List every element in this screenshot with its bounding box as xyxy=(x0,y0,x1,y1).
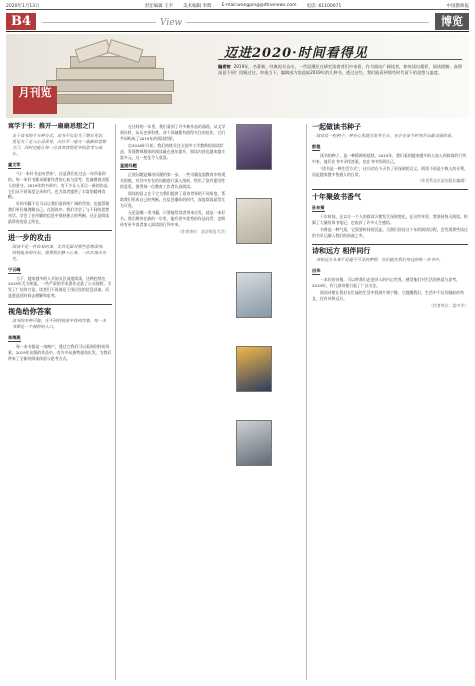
column-right xyxy=(312,124,468,309)
article-paragraph: 在这样的一年里，我们看到了许多新作品的涌现，从文学到社科，从历史到科普，各个领域都有值得关注的佳作。它们共同构成了2019年的阅读图景。 xyxy=(120,124,226,141)
subheading: 直面问题 xyxy=(120,163,137,169)
editor-credits xyxy=(145,3,342,9)
author-affiliation: （作者单位：北京师范大学） xyxy=(177,228,228,234)
author-name: 宁云峰 xyxy=(8,266,21,272)
column-divider xyxy=(115,124,116,680)
column-left xyxy=(8,124,112,363)
contact-email: E-mail:wangping@dtnenews.com xyxy=(221,2,297,8)
article-paragraph: 当下，越来越多的人开始关注深度阅读，这种趋势在2019年尤为明显。一些严肃的学术著作走进了公众视野，引发了广泛的讨论。读者们不再满足于浅层次的信息获取，而是愿意花时间去理解和思考。 xyxy=(8,275,112,299)
article-paragraph: 读书的种子，是一种精神的延续。2019年，我们看到越来越多的人加入到阅读的行列中来，他们在书中寻找答案，也在书中找到自己。 xyxy=(312,152,467,164)
author-affiliation: （作者系北京某出版社编辑） xyxy=(417,178,468,184)
hero-banner xyxy=(6,34,469,118)
article-paragraph: 每一本书都是一扇窗户，透过它我们可以看到别样的风景。2019年出版的作品中，有许多从独特视角出发，为我们带来了全新的阅读体验与思考方式。 xyxy=(8,343,112,361)
top-info-bar xyxy=(6,2,469,10)
article-title: 诗和远方 相伴同行 xyxy=(312,246,371,256)
author-name: 孙东菊 xyxy=(312,205,325,211)
article-paragraph: 阅读诗歌让我们在忙碌的生活中找到片刻宁静，它提醒我们，生活中不仅有眼前的苟且，还有诗和远方。 xyxy=(312,290,464,301)
book-cover-image xyxy=(236,198,272,244)
article-paragraph: 一本好的诗集，可以带我们走进诗人的内心世界，感受他们对生活的热爱与思考。2019年，有几部诗集引起了广泛关注。 xyxy=(312,277,461,289)
masthead-rule xyxy=(42,22,429,23)
column-logo: 月刊览 xyxy=(13,86,57,114)
article-title: 进一步的攻击 xyxy=(8,232,52,242)
article-paragraph: “让一本好书走向世界”，这是我们在过去一年所看到的。每一本好书都承载着作者的心血与思考，也凝聚着出版人的坚守。2019年的书单中，有不少让人耳目一新的作品，它们从不同角度记录时代，也为读者提供了丰富的精神食粮。 xyxy=(8,170,112,200)
author-name: 田华 xyxy=(312,268,321,274)
section-rule xyxy=(8,304,112,305)
article-paragraph: 无论是哪一类书籍，只要能给读者带来启发，就是一本好书。我们期待在新的一年里，能有更多优秀的作品问世，也期待有更多读者加入阅读的行列中来。 xyxy=(120,209,226,227)
newspaper-name: 中国教师报 xyxy=(446,3,469,9)
article-lead: 阅读不是一件容易的事，尤其是面对那些思想深刻、结构复杂的作品，需要我们静下心来，一次次地去攻克。 xyxy=(12,243,107,261)
editor-name: 责任编辑 王平 xyxy=(144,3,174,9)
page-masthead xyxy=(6,12,469,32)
column-middle xyxy=(120,124,228,234)
books-illustration xyxy=(46,42,176,112)
article-lead: 关于读书的千万种方式，读书不仅是为了增长见识，更是为了走入心灵深处，去打开一扇又一扇新的思想之门，同时也能让每一位读者获得更多的思考与成长。 xyxy=(12,132,107,156)
article-paragraph: “读书是一种生活方式”，这句话在今天有了更深刻的含义。阅读不再是少数人的专利，而是越来越多普通人的日常。 xyxy=(312,165,468,177)
section-rule xyxy=(312,244,468,245)
author-affiliation: （作者单位：某中学） xyxy=(429,302,468,308)
book-cover-image xyxy=(236,420,272,466)
column-divider xyxy=(306,124,307,680)
article-paragraph: 正视问题是解决问题的第一步。一些书籍直面教育中的现实困境，对其中存在的问题进行深入剖析，给出了富有建设性的意见，值得每一位教育工作者认真阅读。 xyxy=(120,172,226,190)
issue-date: 2020年1月13日 xyxy=(6,3,40,9)
article-paragraph: 好的书籍不仅可以让我们看到更广阔的世界，也能帮助我们更好地理解自己。在阅读中，我们学会了与不同的思想对话，学会了在纷繁的信息中保持独立的判断。这正是阅读最珍贵的意义所在。 xyxy=(8,201,110,225)
section-name: 博览 xyxy=(435,13,469,30)
book-cover-image xyxy=(236,346,272,392)
article-paragraph: 阅读的意义在于它为我们提供了看待世界的不同角度，帮助我们形成自己的判断。在信息爆炸的时代，深度阅读显得尤为可贵。 xyxy=(120,191,226,208)
article-lead: 阅读是一粒种子，种在心里就会发芽生长，它会在某个时刻开出最美丽的花。 xyxy=(316,132,456,138)
view-label: View xyxy=(156,18,186,28)
author-name: 彭程 xyxy=(312,143,321,149)
article-paragraph: 书香是一种气质，它需要时间的沉淀。当我们回首这十年的阅读历程，会发现那些读过的书早已融入我们的血液之中。 xyxy=(312,226,468,238)
article-paragraph: 自2016年开始，我们持续关注全国中小学教师的阅读状况，发现教师群体的阅读量在逐年提升，阅读内容也越来越丰富多元。这一变化令人欣喜。 xyxy=(120,142,226,160)
book-cover-image xyxy=(236,124,272,170)
editor-note-label: 编者按 xyxy=(218,64,231,69)
hero-rule xyxy=(218,59,462,60)
hero-title: 迈进2020·时间看得见 xyxy=(224,46,368,61)
book-cover-image xyxy=(236,272,272,318)
page-number: B4 xyxy=(6,13,36,30)
article-lead: 读书的多种可能，在不同的视角中找到答案，每一本书都是一个独特的入口。 xyxy=(12,317,107,329)
designer-name: 美术编辑 李辉 xyxy=(183,3,212,9)
hero-intro xyxy=(218,64,464,77)
contact-tel: 电话: 61100071 xyxy=(306,3,342,9)
section-rule xyxy=(312,189,468,190)
article-title: 一起做读书种子 xyxy=(312,122,361,131)
author-name: 童文军 xyxy=(8,161,21,167)
section-rule xyxy=(8,230,112,231)
author-name: 李海燕 xyxy=(8,334,21,340)
article-lead: 诗和远方从来不是遥不可及的梦想，它们就在我们身边的每一本书中。 xyxy=(316,257,443,263)
book-covers xyxy=(233,124,275,494)
article-paragraph: 十年时间，足以让一个人的阅读习惯发生深刻变化。在这些年里，我坚持每天阅读，积累了大量的读书笔记，也收获了许多人生感悟。 xyxy=(312,213,468,225)
editor-note-text: 2019年，名著新、经典再书众出，一些思潮还在研究读着者们中来看，作为面向广阔读者，如何读出精彩、阅读理解、真理深意不同？回顾过往，审视当下，编辑部为您选取2019年的几种书，透过这些，我们能看到那些时代留下的思想与温度。 xyxy=(218,64,462,76)
article-title: 寓学于书：推开一扇扇思想之门 xyxy=(8,123,95,130)
article-title: 十年聚敛书香气 xyxy=(312,192,361,202)
article-title: 视角给你答案 xyxy=(8,307,52,316)
